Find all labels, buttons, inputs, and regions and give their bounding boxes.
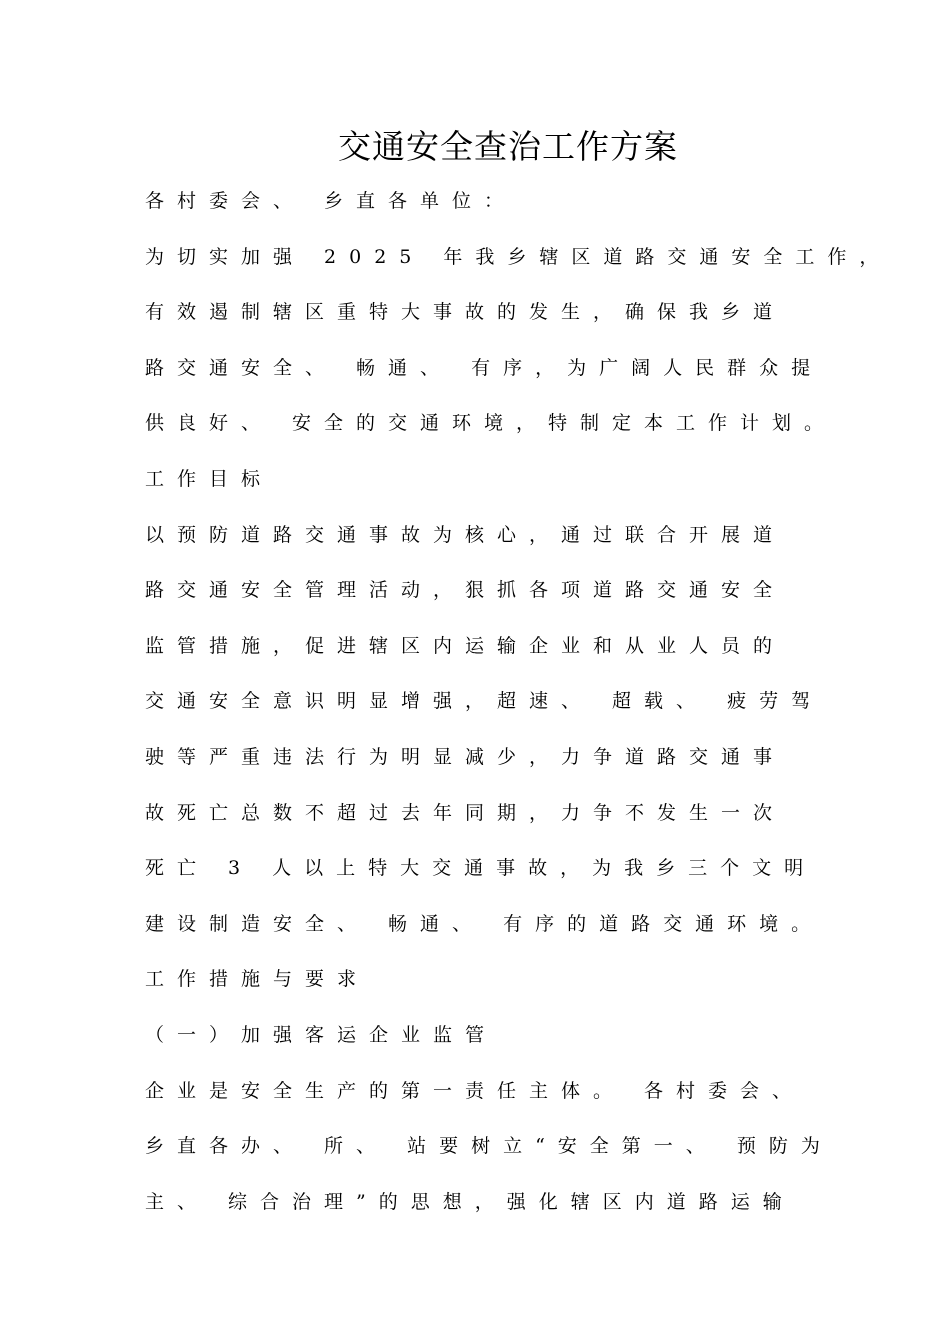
paragraph-line: 企业是安全生产的第一责任主体。 各村委会、 [145,1079,805,1102]
paragraph-line: 交通安全意识明显增强，超速、 超载、 疲劳驾 [145,690,824,713]
paragraph-line: 死亡 3 人以上特大交通事故，为我乡三个文明 [145,857,817,880]
paragraph-line: 驶等严重违法行为明显减少，力争道路交通事 [145,745,786,768]
paragraph-line: 乡直各办、 所、 站要树立“安全第一、 预防为 [145,1135,833,1158]
paragraph-line: 主、 综合治理”的思想，强化辖区内道路运输 [145,1190,795,1213]
paragraph-line: 监管措施，促进辖区内运输企业和从业人员的 [145,634,786,657]
paragraph-line: 供良好、 安全的交通环境，特制定本工作计划。 [145,412,837,435]
section-heading: 工作措施与要求 [145,968,370,991]
paragraph-line: 故死亡总数不超过去年同期，力争不发生一次 [145,801,786,824]
paragraph-line: 路交通安全、 畅通、 有序，为广阔人民群众提 [145,356,824,379]
document-body [145,174,892,1230]
paragraph-line: 有效遏制辖区重特大事故的发生，确保我乡道 [145,301,786,324]
paragraph-line: 各村委会、 乡直各单位： [145,190,517,212]
paragraph-line: 路交通安全管理活动，狠抓各项道路交通安全 [145,579,786,602]
subsection-heading: （一）加强客运企业监管 [145,1023,498,1046]
document-title: 交通安全查治工作方案 [338,127,678,166]
paragraph-line: 以预防道路交通事故为核心，通过联合开展道 [145,523,786,546]
paragraph-line: 为切实加强 2025 年我乡辖区道路交通安全工作， [145,245,892,268]
section-heading: 工作目标 [145,467,274,490]
paragraph-line: 建设制造安全、 畅通、 有序的道路交通环境。 [145,912,824,935]
